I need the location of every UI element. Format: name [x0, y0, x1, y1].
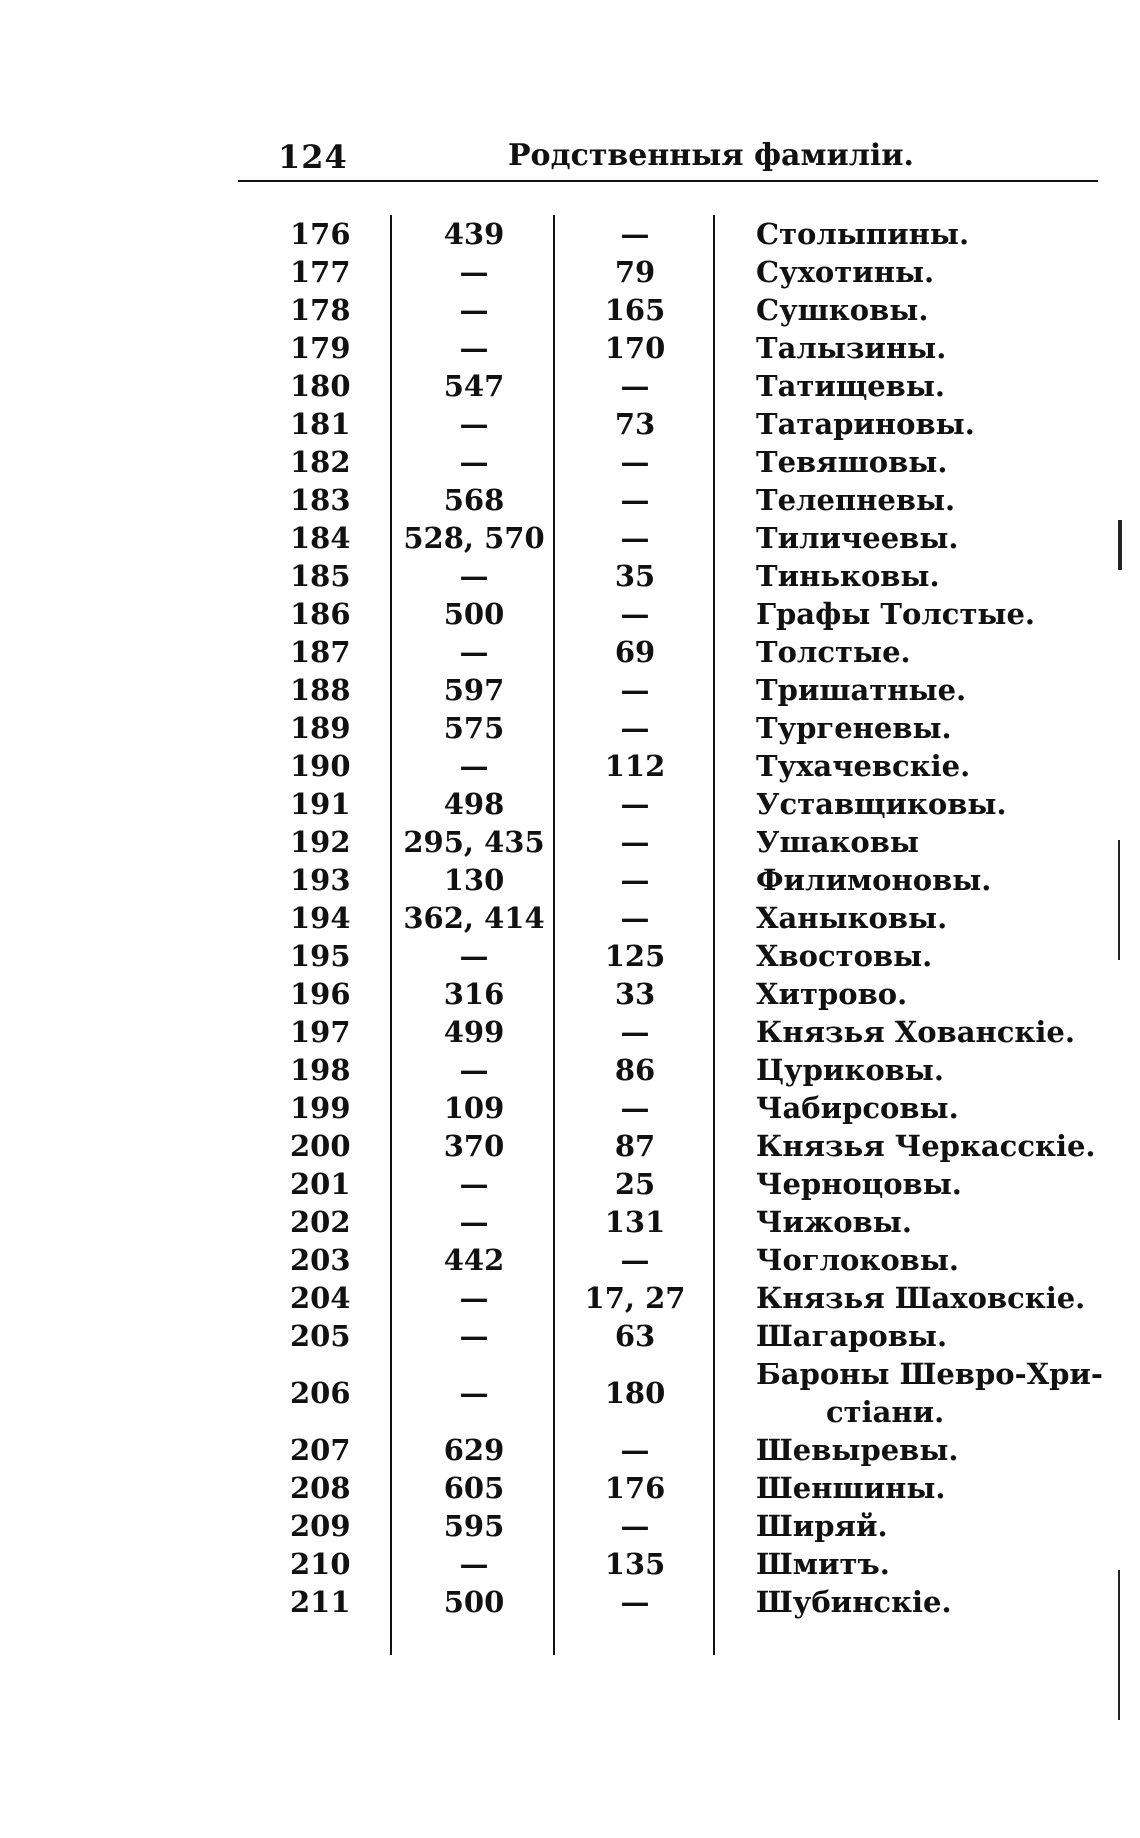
reference-b: 87: [614, 1129, 656, 1163]
family-name: [756, 595, 1086, 633]
reference-b: —: [620, 863, 650, 897]
reference-b: —: [620, 1243, 650, 1277]
table-row: [0, 823, 1140, 861]
family-name-line: Шагаровы.: [756, 1319, 948, 1353]
table-row: [0, 747, 1140, 785]
reference-a: —: [459, 445, 489, 479]
reference-a: 575: [443, 711, 505, 745]
reference-a: 439: [443, 217, 505, 251]
row-number: 178: [290, 293, 351, 327]
reference-a: —: [459, 407, 489, 441]
family-name: [756, 1127, 1096, 1165]
row-number: 184: [290, 521, 351, 555]
reference-b: 25: [614, 1167, 656, 1201]
family-name: [756, 1469, 1086, 1507]
row-number: 201: [290, 1167, 351, 1201]
reference-b: —: [620, 1015, 650, 1049]
family-name-line: Цуриковы.: [756, 1053, 944, 1087]
table-row: [0, 253, 1140, 291]
family-name: [756, 823, 1086, 861]
family-name-continuation: стіани.: [826, 1395, 945, 1429]
family-name: [756, 519, 1086, 557]
row-number: 203: [290, 1243, 351, 1277]
family-name: [756, 709, 1086, 747]
table-row: [0, 1469, 1140, 1507]
running-title: Родственныя фамиліи.: [508, 138, 914, 173]
family-name: [756, 1279, 1086, 1317]
table-row: [0, 785, 1140, 823]
family-name: [756, 1203, 1086, 1241]
table-row: [0, 1051, 1140, 1089]
row-number: 191: [290, 787, 351, 821]
table-row: [0, 481, 1140, 519]
row-number: 182: [290, 445, 351, 479]
family-name: [756, 329, 1086, 367]
row-number: 205: [290, 1319, 351, 1353]
family-name: [756, 1583, 1086, 1621]
reference-a: 500: [443, 1585, 505, 1619]
row-number: 185: [290, 559, 351, 593]
reference-a: —: [459, 635, 489, 669]
reference-b: 125: [604, 939, 666, 973]
table-row: [0, 1241, 1140, 1279]
family-name-line: Чабирсовы.: [756, 1091, 959, 1125]
reference-a: 528, 570: [403, 521, 545, 555]
reference-b: —: [620, 901, 650, 935]
family-name-line: Тевяшовы.: [756, 445, 948, 479]
family-name-line: Шубинскіе.: [756, 1585, 952, 1619]
table-row: [0, 1013, 1140, 1051]
reference-b: —: [620, 1509, 650, 1543]
family-name-line: Толстые.: [756, 635, 911, 669]
family-name: [756, 1241, 1086, 1279]
table-row: [0, 1279, 1140, 1317]
row-number: 206: [290, 1376, 351, 1410]
family-name: [756, 215, 1086, 253]
row-number: 207: [290, 1433, 351, 1467]
reference-a: 130: [443, 863, 505, 897]
reference-a: —: [459, 1547, 489, 1581]
table-row: [0, 367, 1140, 405]
reference-b: 176: [604, 1471, 666, 1505]
reference-b: 69: [614, 635, 656, 669]
reference-b: —: [620, 217, 650, 251]
family-name: [756, 899, 1086, 937]
table-row: [0, 1507, 1140, 1545]
table-row: [0, 215, 1140, 253]
reference-a: 629: [443, 1433, 505, 1467]
table-row: [0, 709, 1140, 747]
reference-a: —: [459, 1053, 489, 1087]
family-name-line: Столыпины.: [756, 217, 970, 251]
family-name: [756, 367, 1086, 405]
reference-a: —: [459, 331, 489, 365]
family-name: [756, 1355, 1103, 1431]
family-name: [756, 671, 1086, 709]
family-name: [756, 1013, 1086, 1051]
reference-b: 170: [604, 331, 666, 365]
row-number: 177: [290, 255, 351, 289]
row-number: 186: [290, 597, 351, 631]
family-name-line: Тиньковы.: [756, 559, 940, 593]
family-name: [756, 937, 1086, 975]
row-number: 204: [290, 1281, 351, 1315]
reference-a: 362, 414: [403, 901, 545, 935]
reference-a: 498: [443, 787, 505, 821]
row-number: 199: [290, 1091, 351, 1125]
reference-a: —: [459, 1281, 489, 1315]
table-row: [0, 405, 1140, 443]
row-number: 200: [290, 1129, 351, 1163]
family-name: [756, 481, 1086, 519]
row-number: 189: [290, 711, 351, 745]
family-name-line: Князья Хованскіе.: [756, 1015, 1075, 1049]
reference-b: 79: [614, 255, 656, 289]
reference-b: —: [620, 711, 650, 745]
row-number: 188: [290, 673, 351, 707]
reference-a: 295, 435: [403, 825, 545, 859]
family-name-line: Шмитъ.: [756, 1547, 890, 1581]
family-name: [756, 1165, 1086, 1203]
row-number: 195: [290, 939, 351, 973]
family-name: [756, 443, 1086, 481]
reference-b: 73: [614, 407, 656, 441]
family-name: [756, 1545, 1086, 1583]
table-row: [0, 1165, 1140, 1203]
reference-a: —: [459, 1167, 489, 1201]
family-name-line: Ушаковы: [756, 825, 919, 859]
table-row: [0, 671, 1140, 709]
table-row: [0, 861, 1140, 899]
family-name-line: Графы Толстые.: [756, 597, 1036, 631]
reference-a: 109: [443, 1091, 505, 1125]
row-number: 190: [290, 749, 351, 783]
reference-b: 63: [614, 1319, 656, 1353]
family-name-line: Тургеневы.: [756, 711, 952, 745]
reference-a: 547: [443, 369, 505, 403]
row-number: 209: [290, 1509, 351, 1543]
reference-a: 370: [443, 1129, 505, 1163]
family-table: [0, 215, 1140, 1621]
reference-b: —: [620, 445, 650, 479]
row-number: 176: [290, 217, 351, 251]
reference-b: —: [620, 1091, 650, 1125]
reference-b: —: [620, 369, 650, 403]
family-name-line: Чижовы.: [756, 1205, 912, 1239]
reference-a: 595: [443, 1509, 505, 1543]
family-name-line: Хитрово.: [756, 977, 908, 1011]
reference-b: 165: [604, 293, 666, 327]
row-number: 211: [290, 1585, 351, 1619]
reference-a: —: [459, 559, 489, 593]
table-row: [0, 633, 1140, 671]
reference-a: —: [459, 749, 489, 783]
table-row: [0, 443, 1140, 481]
table-row: [0, 557, 1140, 595]
table-row: [0, 1127, 1140, 1165]
table-row: [0, 329, 1140, 367]
row-number: 187: [290, 635, 351, 669]
table-row: [0, 899, 1140, 937]
family-name: [756, 785, 1086, 823]
family-name-line: Черноцовы.: [756, 1167, 962, 1201]
reference-b: 35: [614, 559, 656, 593]
table-row: [0, 519, 1140, 557]
reference-a: 500: [443, 597, 505, 631]
family-name-line: Тришатные.: [756, 673, 967, 707]
family-name: [756, 1507, 1086, 1545]
table-row: [0, 1355, 1140, 1431]
row-number: 179: [290, 331, 351, 365]
family-name: [756, 1431, 1086, 1469]
row-number: 194: [290, 901, 351, 935]
family-name: [756, 1051, 1086, 1089]
reference-b: 135: [604, 1547, 666, 1581]
family-name-line: Сухотины.: [756, 255, 935, 289]
reference-a: 605: [443, 1471, 505, 1505]
family-name: [756, 975, 1086, 1013]
table-row: [0, 1317, 1140, 1355]
table-row: [0, 1583, 1140, 1621]
reference-b: —: [620, 597, 650, 631]
row-number: 202: [290, 1205, 351, 1239]
family-name-line: Хвостовы.: [756, 939, 933, 973]
family-name-line: Татищевы.: [756, 369, 945, 403]
family-name-line: Князья Шаховскіе.: [756, 1281, 1086, 1315]
reference-a: 316: [443, 977, 505, 1011]
reference-b: —: [620, 1433, 650, 1467]
reference-b: 86: [614, 1053, 656, 1087]
reference-b: —: [620, 825, 650, 859]
row-number: 198: [290, 1053, 351, 1087]
table-row: [0, 291, 1140, 329]
reference-a: —: [459, 1319, 489, 1353]
family-name: [756, 557, 1086, 595]
header-rule: [238, 180, 1098, 182]
reference-b: —: [620, 787, 650, 821]
family-name: [756, 747, 1086, 785]
reference-a: —: [459, 255, 489, 289]
family-name-line: Шевыревы.: [756, 1433, 959, 1467]
reference-b: 180: [604, 1376, 666, 1410]
table-row: [0, 937, 1140, 975]
table-row: [0, 1203, 1140, 1241]
family-name: [756, 1089, 1086, 1127]
reference-a: 597: [443, 673, 505, 707]
reference-a: —: [459, 293, 489, 327]
family-name-line: Сушковы.: [756, 293, 929, 327]
family-name: [756, 405, 1086, 443]
reference-a: 442: [443, 1243, 505, 1277]
row-number: 192: [290, 825, 351, 859]
reference-a: 499: [443, 1015, 505, 1049]
family-name-line: Ханыковы.: [756, 901, 948, 935]
table-row: [0, 595, 1140, 633]
family-name-line: Татариновы.: [756, 407, 975, 441]
row-number: 183: [290, 483, 351, 517]
family-name-line: Талызины.: [756, 331, 947, 365]
family-name-line: Тухачевскіе.: [756, 749, 971, 783]
reference-b: —: [620, 673, 650, 707]
reference-b: 33: [614, 977, 656, 1011]
table-row: [0, 1089, 1140, 1127]
row-number: 197: [290, 1015, 351, 1049]
family-name-line: Филимоновы.: [756, 863, 992, 897]
family-name-line: Бароны Шевро-Хри-: [756, 1357, 1103, 1391]
family-name-line: Ширяй.: [756, 1509, 888, 1543]
reference-b: 112: [604, 749, 666, 783]
family-name-line: Чоглоковы.: [756, 1243, 959, 1277]
family-name-line: Князья Черкасскіе.: [756, 1129, 1096, 1163]
page-number: 124: [278, 138, 348, 176]
row-number: 181: [290, 407, 351, 441]
reference-b: —: [620, 483, 650, 517]
row-number: 180: [290, 369, 351, 403]
family-name: [756, 861, 1086, 899]
reference-a: —: [459, 1205, 489, 1239]
table-row: [0, 1545, 1140, 1583]
table-row: [0, 975, 1140, 1013]
reference-a: —: [459, 1376, 489, 1410]
reference-a: —: [459, 939, 489, 973]
reference-b: —: [620, 1585, 650, 1619]
reference-b: 17, 27: [584, 1281, 686, 1315]
family-name: [756, 253, 1086, 291]
row-number: 210: [290, 1547, 351, 1581]
family-name: [756, 291, 1086, 329]
table-row: [0, 1431, 1140, 1469]
family-name: [756, 633, 1086, 671]
reference-b: —: [620, 521, 650, 555]
row-number: 196: [290, 977, 351, 1011]
family-name: [756, 1317, 1086, 1355]
family-name-line: Уставщиковы.: [756, 787, 1007, 821]
reference-a: 568: [443, 483, 505, 517]
page-header: [238, 132, 1098, 182]
reference-b: 131: [604, 1205, 666, 1239]
family-name-line: Тиличеевы.: [756, 521, 959, 555]
row-number: 193: [290, 863, 351, 897]
family-name-line: Телепневы.: [756, 483, 956, 517]
row-number: 208: [290, 1471, 351, 1505]
family-name-line: Шеншины.: [756, 1471, 946, 1505]
